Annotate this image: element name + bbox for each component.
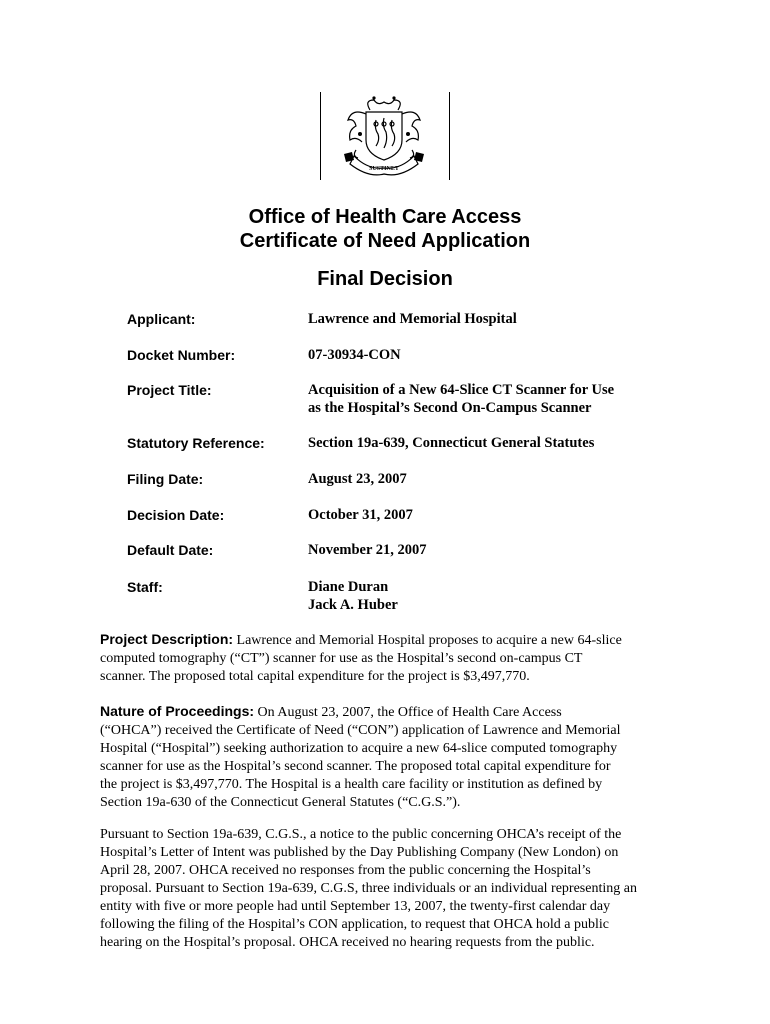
docket-number-value: 07-30934-CON <box>308 347 401 363</box>
nature-of-proceedings-heading: Nature of Proceedings: <box>100 703 255 719</box>
statutory-reference-value: Section 19a-639, Connecticut General Statutes <box>308 435 595 451</box>
project-description-heading: Project Description: <box>100 631 234 647</box>
pursuant-paragraph: Pursuant to Section 19a-639, C.G.S., a notice to the public concerning OHCA’s receipt of the Hospital’s Letter of Intent was published by the Day Publishing Company (New London) on April 28, 2007. OHCA received no responses from the public concerning the Hospital’s proposal. Pursuant to Section 19a-639, C.G.S, three individuals or an individual representing an entity with five or more people had until September 13, 2007, the twenty-first calendar day following the filing of the Hospital’s CON application, to request that OHCA hold a public hearing on the Hospital’s proposal. OHCA received no hearing requests from the public. <box>100 827 637 950</box>
project-title-label: Project Title: <box>127 382 212 398</box>
nature-of-proceedings-paragraph: Nature of Proceedings: On August 23, 2007, the Office of Health Care Access (“OHCA”) received the Certificate of Need (“CON”) application of Lawrence and Memorial Hospital (“Hospital”) seeking authorization to acquire a new 64-slice computed tomography scanner for use as the Hospital’s second scanner. The proposed total capital expenditure for the project is $3,497,770. The Hospital is a health care facility or institution as defined by Section 19a-630 of the Connecticut General Statutes (“C.G.S.”). <box>100 703 621 810</box>
staff-label: Staff: <box>127 579 163 595</box>
decision-date-value: October 31, 2007 <box>308 507 413 523</box>
document-subtitle: Certificate of Need Application <box>239 230 531 252</box>
state-seal <box>320 92 450 180</box>
decision-title: Final Decision <box>317 268 453 290</box>
seal-motto: SUSTINET <box>369 166 399 172</box>
filing-date-label: Filing Date: <box>127 471 204 487</box>
office-title: Office of Health Care Access <box>248 206 522 228</box>
staff-value: Diane Duran Jack A. Huber <box>308 579 398 613</box>
project-description-paragraph: Project Description: Lawrence and Memorial Hospital proposes to acquire a new 64-slice computed tomography (“CT”) scanner for use as the Hospital’s second on-campus CT scanner. The proposed total capital expenditure for the project is $3,497,770. <box>100 631 622 684</box>
decision-date-label: Decision Date: <box>127 507 225 523</box>
connecticut-seal-icon <box>334 94 434 178</box>
filing-date-value: August 23, 2007 <box>308 471 407 487</box>
seal-right-rule <box>449 92 450 180</box>
default-date-label: Default Date: <box>127 542 214 558</box>
applicant-label: Applicant: <box>127 311 196 327</box>
statutory-reference-label: Statutory Reference: <box>127 435 265 451</box>
default-date-value: November 21, 2007 <box>308 542 427 558</box>
docket-number-label: Docket Number: <box>127 347 236 363</box>
project-title-value: Acquisition of a New 64-Slice CT Scanner for Use as the Hospital’s Second On-Campus Scanner <box>308 382 615 416</box>
seal-left-rule <box>320 92 321 180</box>
applicant-value: Lawrence and Memorial Hospital <box>308 311 517 327</box>
